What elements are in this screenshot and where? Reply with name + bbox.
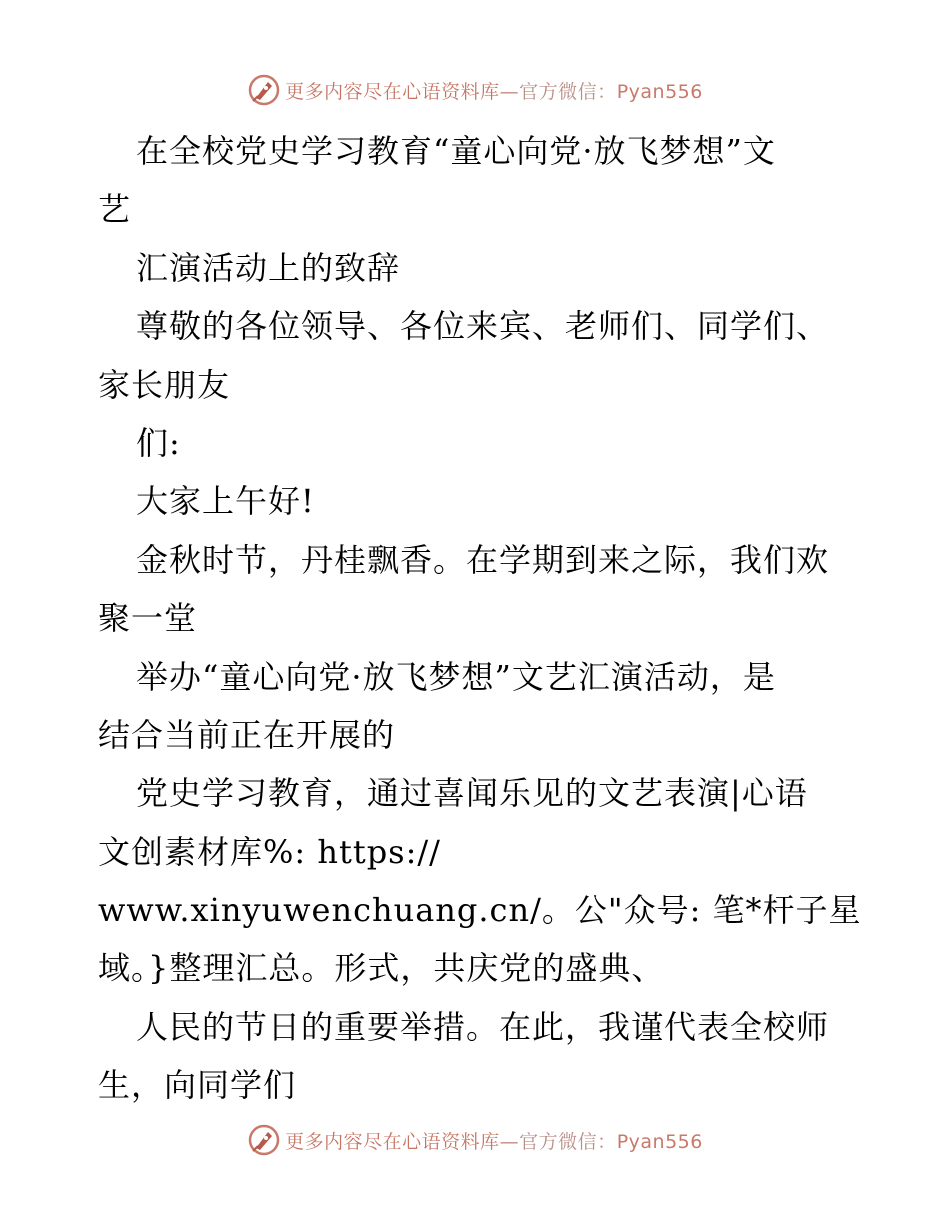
text-line: 们:: [136, 423, 181, 462]
watermark-brand: 更多内容尽在心语资料库: [285, 80, 500, 103]
text-line: 域。}整理汇总。形式，共庆党的盛典、: [98, 949, 665, 988]
watermark-text: [285, 1127, 703, 1154]
watermark-label: 官方微信：: [519, 1130, 617, 1153]
watermark-brand: 更多内容尽在心语资料库: [285, 1130, 500, 1153]
watermark-separator: —: [499, 1130, 520, 1153]
text-line: 大家上午好!: [136, 482, 315, 521]
text-line: 家长朋友: [98, 365, 231, 404]
text-line: 金秋时节，丹桂飘香。在学期到来之际，我们欢: [136, 540, 830, 579]
watermark-id: Pyan556: [616, 80, 703, 103]
text-line: 汇演活动上的致辞: [136, 248, 401, 287]
text-line: 人民的节日的重要举措。在此，我谨代表全校师: [136, 1007, 830, 1046]
watermark-label: 官方微信：: [519, 80, 617, 103]
footer-watermark: [0, 1120, 950, 1160]
pen-nib-logo-icon: [247, 73, 281, 107]
text-line: 尊敬的各位领导、各位来宾、老师们、同学们、: [136, 307, 830, 346]
text-line: 生，向同学们: [98, 1066, 297, 1105]
header-watermark: [0, 70, 950, 110]
text-line: 艺: [98, 190, 132, 229]
watermark-separator: —: [499, 80, 520, 103]
text-line: 聚一堂: [98, 599, 198, 638]
text-line: 在全校党史学习教育“童心向党·放飞梦想”文: [136, 132, 776, 170]
text-line: 党史学习教育，通过喜闻乐见的文艺表演|心语: [136, 774, 808, 813]
document-body: [98, 122, 862, 1115]
watermark-text: [285, 77, 703, 104]
text-line: 文创素材库%: https://: [98, 832, 441, 871]
pen-nib-logo-icon: [247, 1123, 281, 1157]
text-line: 举办“童心向党·放飞梦想”文艺汇演活动，是: [136, 657, 776, 696]
text-line: 结合当前正在开展的: [98, 715, 396, 754]
watermark-id: Pyan556: [616, 1130, 703, 1153]
text-line: www.xinyuwenchuang.cn/。公"众号: 笔*杆子星: [98, 891, 862, 930]
